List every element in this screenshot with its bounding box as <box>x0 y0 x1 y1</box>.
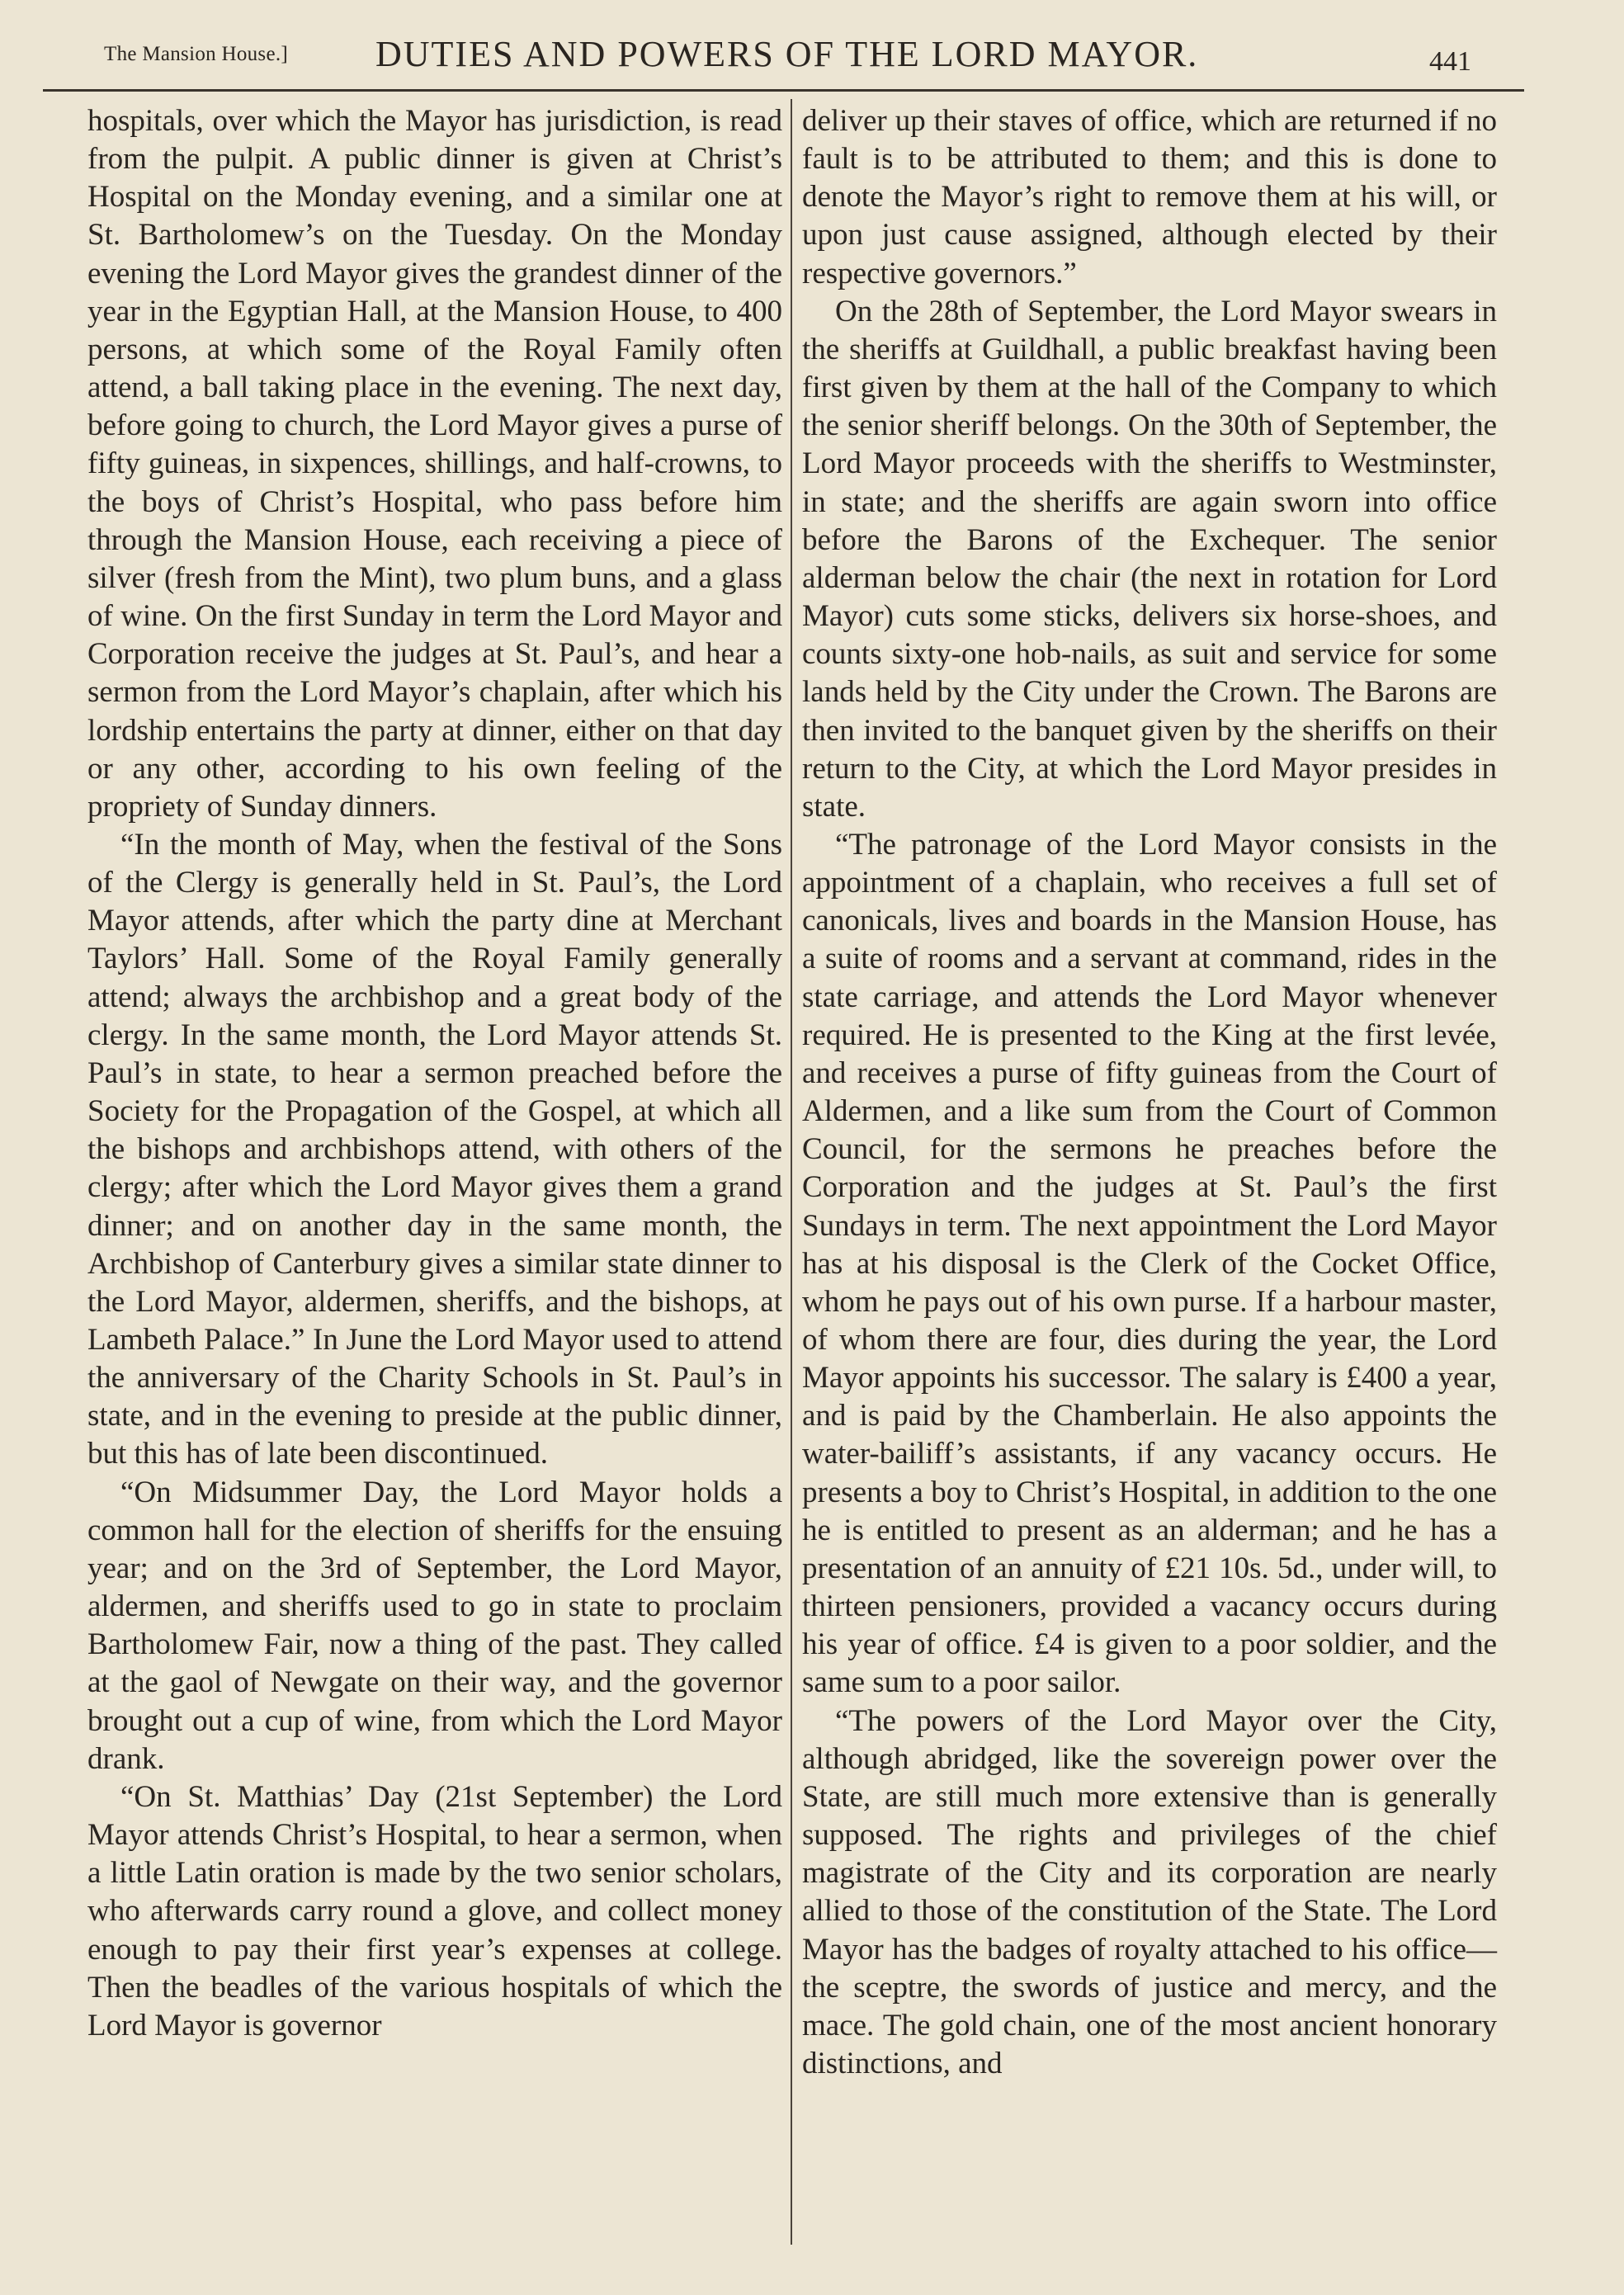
paragraph: “In the month of May, when the festival of the Sons of the Clergy is generally held in St. Paul’s, the Lord Mayor attends, after which the party dine at Merchant Taylors’ Hall. Some of the Royal Family generally attend; always the archbishop and a great body of the clergy. In the same month, the Lord Mayor attends St. Paul’s in state, to hear a sermon preached before the Society for the Propagation of the Gospel, at which all the bishops and archbishops attend, with others of the clergy; after which the Lord Mayor gives them a grand dinner; and on another day in the same month, the Archbishop of Canterbury gives a similar state dinner to the Lord Mayor, aldermen, sheriffs, and the bishops, at Lambeth Palace.” In June the Lord Mayor used to attend the anniversary of the Charity Schools in St. Paul’s in state, and in the evening to preside at the public dinner, but this has of late been discontinued. <box>87 827 782 1471</box>
paragraph: On the 28th of September, the Lord Mayor swears in the sheriffs at Guildhall, a public breakfast having been first given by them at the hall of the Company to which the senior sheriff belongs. On the 30th of September, the Lord Mayor proceeds with the sheriffs to Westminster, in state; and the sheriffs are again sworn into office before the Barons of the Exchequer. The senior alderman below the chair (the next in rotation for Lord Mayor) cuts some sticks, delivers six horse-shoes, and counts sixty-one hob-nails, as suit and service for some lands held by the City under the Crown. The Barons are then invited to the banquet given by the sheriffs on their return to the City, at which the Lord Mayor presides in state. <box>802 294 1497 824</box>
paragraph: “The powers of the Lord Mayor over the City, although abridged, like the sovereign power over the State, are still much more extensive than is generally supposed. The rights and privileges of the chief magistrate of the City and its corporation are nearly allied to those of the constitution of the State. The Lord Mayor has the badges of royalty attached to his office—the sceptre, the swords of justice and mercy, and the mace. The gold chain, one of the most ancient honorary distinctions, and <box>802 1703 1497 2080</box>
paragraph: “On Midsummer Day, the Lord Mayor holds a common hall for the election of sheriffs for the ensuing year; and on the 3rd of September, the Lord Mayor, aldermen, and sheriffs used to go in state to proclaim Bartholomew Fair, now a thing of the past. They called at the gaol of Newgate on their way, and the governor brought out a cup of wine, from which the Lord Mayor drank. <box>87 1475 782 1776</box>
paragraph: hospitals, over which the Mayor has jurisdiction, is read from the pulpit. A public dinner is given at Christ’s Hospital on the Monday evening, and a similar one at St. Bartholomew’s on the Tuesday. On the Monday evening the Lord Mayor gives the grandest dinner of the year in the Egyptian Hall, at the Mansion House, to 400 persons, at which some of the Royal Family often attend, a ball taking place in the evening. The next day, before going to church, the Lord Mayor gives a purse of fifty guineas, in sixpences, shillings, and half-crowns, to the boys of Christ’s Hospital, who pass before him through the Mansion House, each receiving a piece of silver (fresh from the Mint), two plum buns, and a glass of wine. On the first Sunday in term the Lord Mayor and Corporation receive the judges at St. Paul’s, and hear a sermon from the Lord Mayor’s chaplain, after which his lordship entertains the party at dinner, either on that day or any other, according to his own feeling of the propriety of Sunday dinners. <box>87 104 782 824</box>
paragraph: deliver up their staves of office, which are returned if no fault is to be attributed to them; and this is done to denote the Mayor’s right to remove them at his will, or upon just cause assigned, although elected by their respective governors.” <box>802 104 1497 290</box>
page-title: DUTIES AND POWERS OF THE LORD MAYOR. <box>375 34 1199 74</box>
header-rule <box>43 89 1524 92</box>
page-number: 441 <box>1429 46 1471 77</box>
paragraph: “The patronage of the Lord Mayor consists in the appointment of a chaplain, who receives a full set of canonicals, lives and boards in the Mansion House, has a suite of rooms and a servant at command, rides in the state carriage, and attends the Lord Mayor whenever required. He is presented to the King at the first levée, and receives a purse of fifty guineas from the Court of Aldermen, and a like sum from the Court of Common Council, for the sermons he preaches before the Corporation and the judges at St. Paul’s the first Sundays in term. The next appointment the Lord Mayor has at his disposal is the Clerk of the Cocket Office, whom he pays out of his own purse. If a harbour master, of whom there are four, dies during the year, the Lord Mayor appoints his successor. The salary is £400 a year, and is paid by the Chamberlain. He also appoints the water-bailiff’s assistants, if any vacancy occurs. He presents a boy to Christ’s Hospital, in addition to the one he is entitled to present as an alderman; and he has a presentation of an annuity of £21 10s. 5d., under will, to thirteen pensioners, provided a vacancy occurs during his year of office. £4 is given to a poor soldier, and the same sum to a poor sailor. <box>802 827 1497 1700</box>
column-divider <box>791 99 792 2245</box>
right-column <box>802 102 1497 2083</box>
paragraph: “On St. Matthias’ Day (21st September) the Lord Mayor attends Christ’s Hospital, to hear a sermon, when a little Latin oration is made by the two senior scholars, who afterwards carry round a glove, and collect money enough to pay their first year’s expenses at college. Then the beadles of the various hospitals of which the Lord Mayor is governor <box>87 1779 782 2042</box>
running-head-left: The Mansion House.] <box>104 43 289 65</box>
left-column <box>87 102 782 2045</box>
page-header <box>0 0 1624 99</box>
